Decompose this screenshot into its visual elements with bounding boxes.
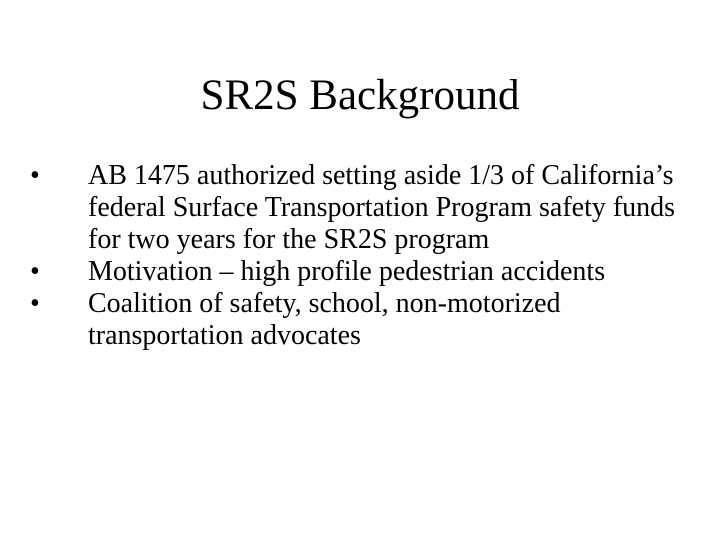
slide-title: SR2S Background [200, 72, 520, 119]
bullet-text: Motivation – high profile pedestrian accidents [88, 256, 606, 287]
bullet-icon: • [30, 256, 40, 287]
bullet-text: AB 1475 authorized setting aside 1/3 of California’s federal Surface Transportation Program safety funds for two years for the SR2S program [88, 160, 676, 255]
bullet-text: Coalition of safety, school, non-motorized transportation advocates [88, 288, 561, 351]
bullet-icon: • [30, 288, 40, 319]
bullet-item [30, 256, 710, 288]
bullet-item [30, 160, 710, 256]
bullet-list [30, 160, 710, 352]
bullet-icon: • [30, 160, 40, 191]
bullet-item [30, 288, 710, 352]
